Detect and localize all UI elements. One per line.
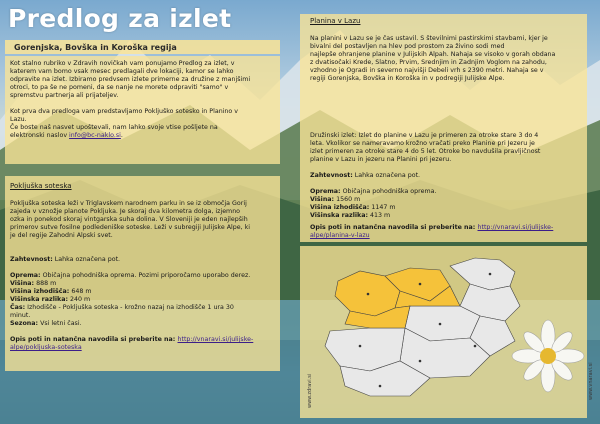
- right-start: [310, 204, 395, 212]
- right-para2-4: planine v Lazu in jezeru na Planini pri jezeru.: [310, 156, 452, 163]
- map-marker: [489, 273, 492, 276]
- left-season: [10, 320, 82, 328]
- label: Oprema:: [310, 188, 341, 195]
- left-link-2[interactable]: alpe/pokljuska-soteska: [10, 344, 82, 351]
- left-diff: [10, 296, 90, 304]
- right-difficulty: [310, 172, 420, 180]
- contact-line-1: Če boste naš nasvet upoštevali, nam lahko svoje vtise pošljete na: [10, 124, 218, 131]
- value: 888 m: [34, 280, 57, 287]
- intro-line-5: spremstvu partnerja ali prijateljev.: [10, 92, 119, 99]
- left-para-3: ozka in ponekod skoraj vintgarska suha dolina. V Sloveniji je eden najlepših: [10, 216, 248, 223]
- right-para-3: najlepše ohranjene planine v Julijskih Alpah. Nahaja se visoko v gorah obdana: [310, 51, 556, 58]
- map-marker: [439, 323, 442, 326]
- map-marker: [419, 283, 422, 286]
- label: Višinska razlika:: [10, 296, 68, 303]
- label: Zahtevnost:: [310, 172, 353, 179]
- right-gear: [310, 188, 436, 196]
- page-title: Predlog za izlet: [8, 4, 232, 33]
- right-para-1: Na planini v Lazu se je čas ustavil. S številnimi pastirskimi stavbami, kjer je: [310, 35, 548, 42]
- value: Izhodišče - Pokljuška soteska - krožno nazaj na izhodišče 1 ura 30: [25, 304, 234, 311]
- right-para2-2: leta. Vkolikor se nameravamo krožno vračati preko Planine pri Jezeru je: [310, 140, 535, 147]
- intro2-line-1: Kot prva dva predloga vam predstavljamo Pokljuško sotesko in Planino v: [10, 108, 239, 115]
- left-difficulty: [10, 256, 120, 264]
- right-link-1[interactable]: http://vnaravi.si/julijske-: [477, 224, 554, 231]
- value: 1560 m: [334, 196, 361, 203]
- left-para-4: primerov sutve fosilne podledeniške soteske. Leži v subregiji Julijske Alpe, ki: [10, 224, 251, 231]
- intro2-line-2: Lazu.: [10, 116, 27, 123]
- map-marker: [367, 293, 370, 296]
- intro-line-4: otroci, to pa še ne pomeni, da se nanje ne morete odpraviti "samo" v: [10, 84, 229, 91]
- value: 240 m: [67, 296, 91, 303]
- left-link-1[interactable]: http://vnaravi.si/julijske-: [177, 336, 254, 343]
- right-more: [310, 224, 553, 232]
- left-heading: Pokljuška soteska: [10, 182, 72, 190]
- map-marker: [359, 345, 362, 348]
- right-more-2: [310, 232, 370, 240]
- map-marker: [474, 345, 477, 348]
- left-para-2: zajeda v vznožje planote Pokljuka. Je skoraj dva kilometra dolga, izjemno: [10, 208, 241, 215]
- left-time: [10, 304, 234, 312]
- value: Običajna pohodniška oprema.: [340, 188, 437, 195]
- label: Čas:: [10, 304, 26, 311]
- right-para-6: regiji Gorenjska, Bovška in Koroška in v podregiji Julijske Alpe.: [310, 75, 505, 82]
- email-link[interactable]: info@bc-naklo.si: [69, 132, 121, 139]
- value: Vsi letni časi.: [38, 320, 82, 327]
- map-region-ne: [450, 258, 515, 290]
- right-para-5: vzhodno je Ogradi in severno najvišji Debeli vrh s 2390 metri. Nahaja se v: [310, 67, 544, 74]
- label: Višina:: [310, 196, 335, 203]
- value: 413 m: [367, 212, 391, 219]
- value: 1147 m: [369, 204, 396, 211]
- label: Višina:: [10, 280, 35, 287]
- value: 648 m: [69, 288, 92, 295]
- value: Običajna pohodniška oprema. Pozimi priporočamo uporabo derez.: [40, 272, 251, 279]
- value: Lahka označena pot.: [352, 172, 421, 179]
- left-more-2: [10, 344, 82, 352]
- intro-line-3: odpravite na izlet. Izbiramo predvsem izlete primerne za družine z manjšimi: [10, 76, 251, 83]
- label: Sezona:: [10, 320, 39, 327]
- right-para2-1: Družinski izlet: Izlet do planine v Lazu je primeren za otroke stare 3 do 4: [310, 132, 539, 139]
- left-time-2: minut.: [10, 312, 31, 319]
- edelweiss-icon: [512, 320, 584, 392]
- left-more: [10, 336, 253, 344]
- credit-right: www.vnaravi.si: [588, 362, 594, 400]
- label: Višina izhodišča:: [10, 288, 70, 295]
- contact-prefix: elektronski naslov: [10, 132, 70, 139]
- right-height: [310, 196, 360, 204]
- right-heading: Planina v Lazu: [310, 17, 361, 25]
- map-marker: [419, 360, 422, 363]
- label: Zahtevnost:: [10, 256, 53, 263]
- contact-line-2: [10, 132, 123, 140]
- left-para-5: je del regije Zahodni Alpski svet.: [10, 232, 113, 239]
- edelweiss-center: [540, 348, 556, 364]
- right-para-4: z dvatisočaki Krede, Slatno, Prvim, Srednjim in Zadnjim Voglom na zahodu,: [310, 59, 547, 66]
- label: Opis poti in natančna navodila si preberite na:: [10, 336, 178, 343]
- map-marker: [379, 385, 382, 388]
- contact-suffix: .: [120, 132, 123, 139]
- slovenia-map: [300, 246, 587, 418]
- credit-left: www.zdravi.si: [307, 373, 313, 408]
- value: Lahka označena pot.: [52, 256, 121, 263]
- intro-line-2: katerem vam bomo vsak mesec predlagali dve lokaciji, kamor se lahko: [10, 68, 234, 75]
- label: Višinska razlika:: [310, 212, 368, 219]
- page-subtitle: Gorenjska, Bovška in Koroška regija: [14, 43, 177, 52]
- label: Oprema:: [10, 272, 41, 279]
- right-link-2[interactable]: alpe/planina-v-lazu: [310, 232, 370, 239]
- left-height: [10, 280, 56, 288]
- left-gear: [10, 272, 250, 280]
- label: Opis poti in natančna navodila si preberite na:: [310, 224, 478, 231]
- label: Višina izhodišča:: [310, 204, 370, 211]
- intro-line-1: Kot stalno rubriko v Zdravih novičkah vam ponujamo Predlog za izlet, v: [10, 60, 235, 67]
- left-start: [10, 288, 91, 296]
- right-para-2: bivalni del postavljen na hlev pod prostom za živino sodi med: [310, 43, 505, 50]
- right-para2-3: izlet primeren za otroke stare 4 do 5 let. Otroke bo navdušila pravljičnost: [310, 148, 541, 155]
- left-para-1: Pokljuška soteska leži v Triglavskem narodnem parku in se iz območja Gorij: [10, 200, 247, 207]
- right-diff: [310, 212, 390, 220]
